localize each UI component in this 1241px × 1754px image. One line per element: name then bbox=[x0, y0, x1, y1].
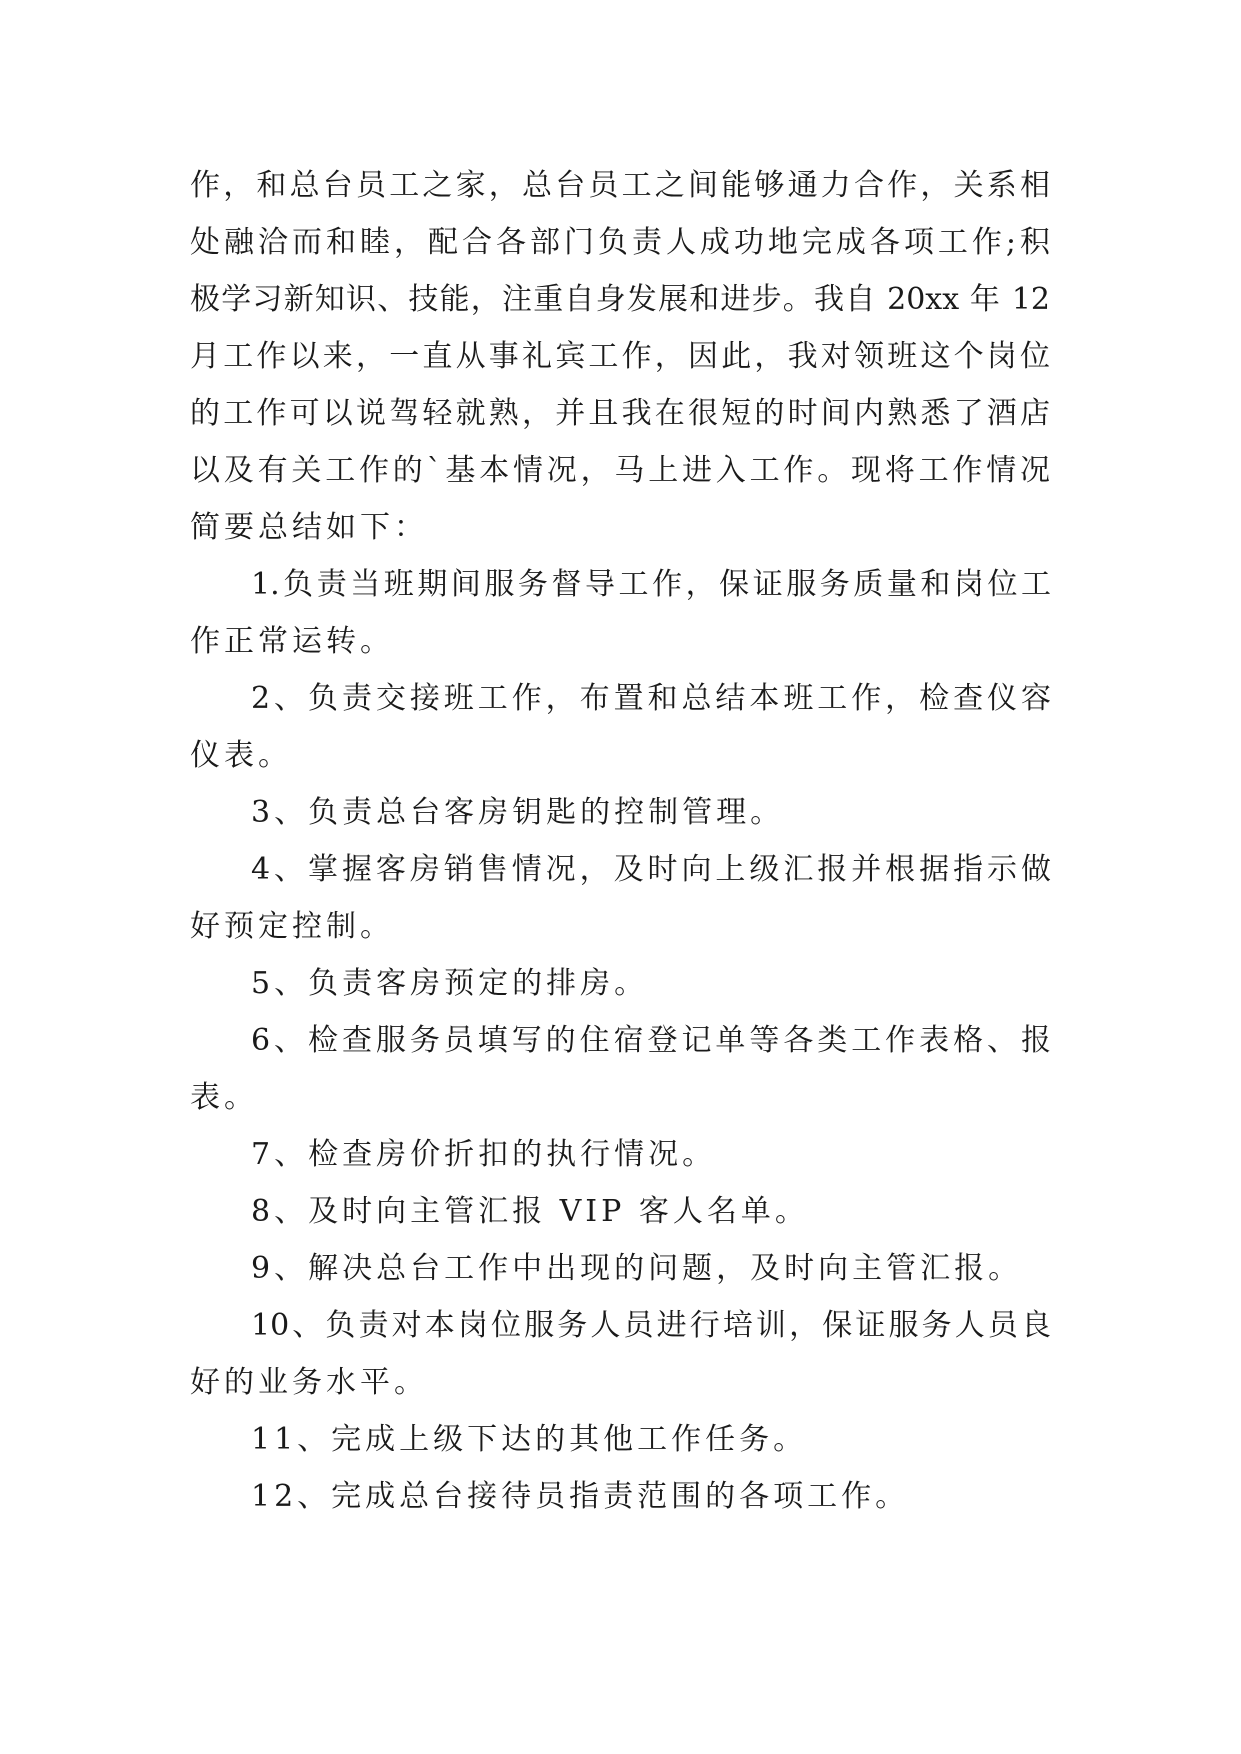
text-line: 的工作可以说驾轻就熟，并且我在很短的时间内熟悉了酒店 bbox=[190, 396, 1050, 431]
list-item-line: 4、掌握客房销售情况，及时向上级汇报并根据指示做 bbox=[251, 852, 1051, 887]
text-line: 好的业务水平。 bbox=[190, 1365, 428, 1400]
text-line: 仪表。 bbox=[190, 738, 292, 773]
text-line: 月工作以来，一直从事礼宾工作，因此，我对领班这个岗位 bbox=[190, 339, 1050, 374]
list-item-line: 3、负责总台客房钥匙的控制管理。 bbox=[251, 795, 785, 830]
text-line: 好预定控制。 bbox=[190, 909, 394, 944]
text-line: 作正常运转。 bbox=[190, 624, 394, 659]
list-item-line: 9、解决总台工作中出现的问题，及时向主管汇报。 bbox=[251, 1251, 1023, 1286]
list-item-line: 7、检查房价折扣的执行情况。 bbox=[251, 1137, 717, 1172]
text-line: 表。 bbox=[190, 1080, 258, 1115]
list-item-line: 8、及时向主管汇报 VIP 客人名单。 bbox=[251, 1194, 809, 1229]
list-item-line: 12、完成总台接待员指责范围的各项工作。 bbox=[251, 1479, 910, 1514]
text-line: 以及有关工作的`基本情况，马上进入工作。现将工作情况 bbox=[190, 453, 1050, 488]
text-line: 极学习新知识、技能，注重自身发展和进步。我自 20xx 年 12 bbox=[190, 282, 1050, 317]
text-line: 处融洽而和睦，配合各部门负责人成功地完成各项工作;积 bbox=[190, 225, 1050, 260]
text-line: 简要总结如下： bbox=[190, 510, 428, 545]
list-item-line: 5、负责客房预定的排房。 bbox=[251, 966, 649, 1001]
list-item-line: 1.负责当班期间服务督导工作，保证服务质量和岗位工 bbox=[251, 567, 1051, 602]
text-line: 作，和总台员工之家，总台员工之间能够通力合作，关系相 bbox=[190, 168, 1050, 203]
list-item-line: 10、负责对本岗位服务人员进行培训，保证服务人员良 bbox=[251, 1308, 1051, 1343]
list-item-line: 11、完成上级下达的其他工作任务。 bbox=[251, 1422, 808, 1457]
list-item-line: 6、检查服务员填写的住宿登记单等各类工作表格、报 bbox=[251, 1023, 1051, 1058]
list-item-line: 2、负责交接班工作，布置和总结本班工作，检查仪容 bbox=[251, 681, 1051, 716]
